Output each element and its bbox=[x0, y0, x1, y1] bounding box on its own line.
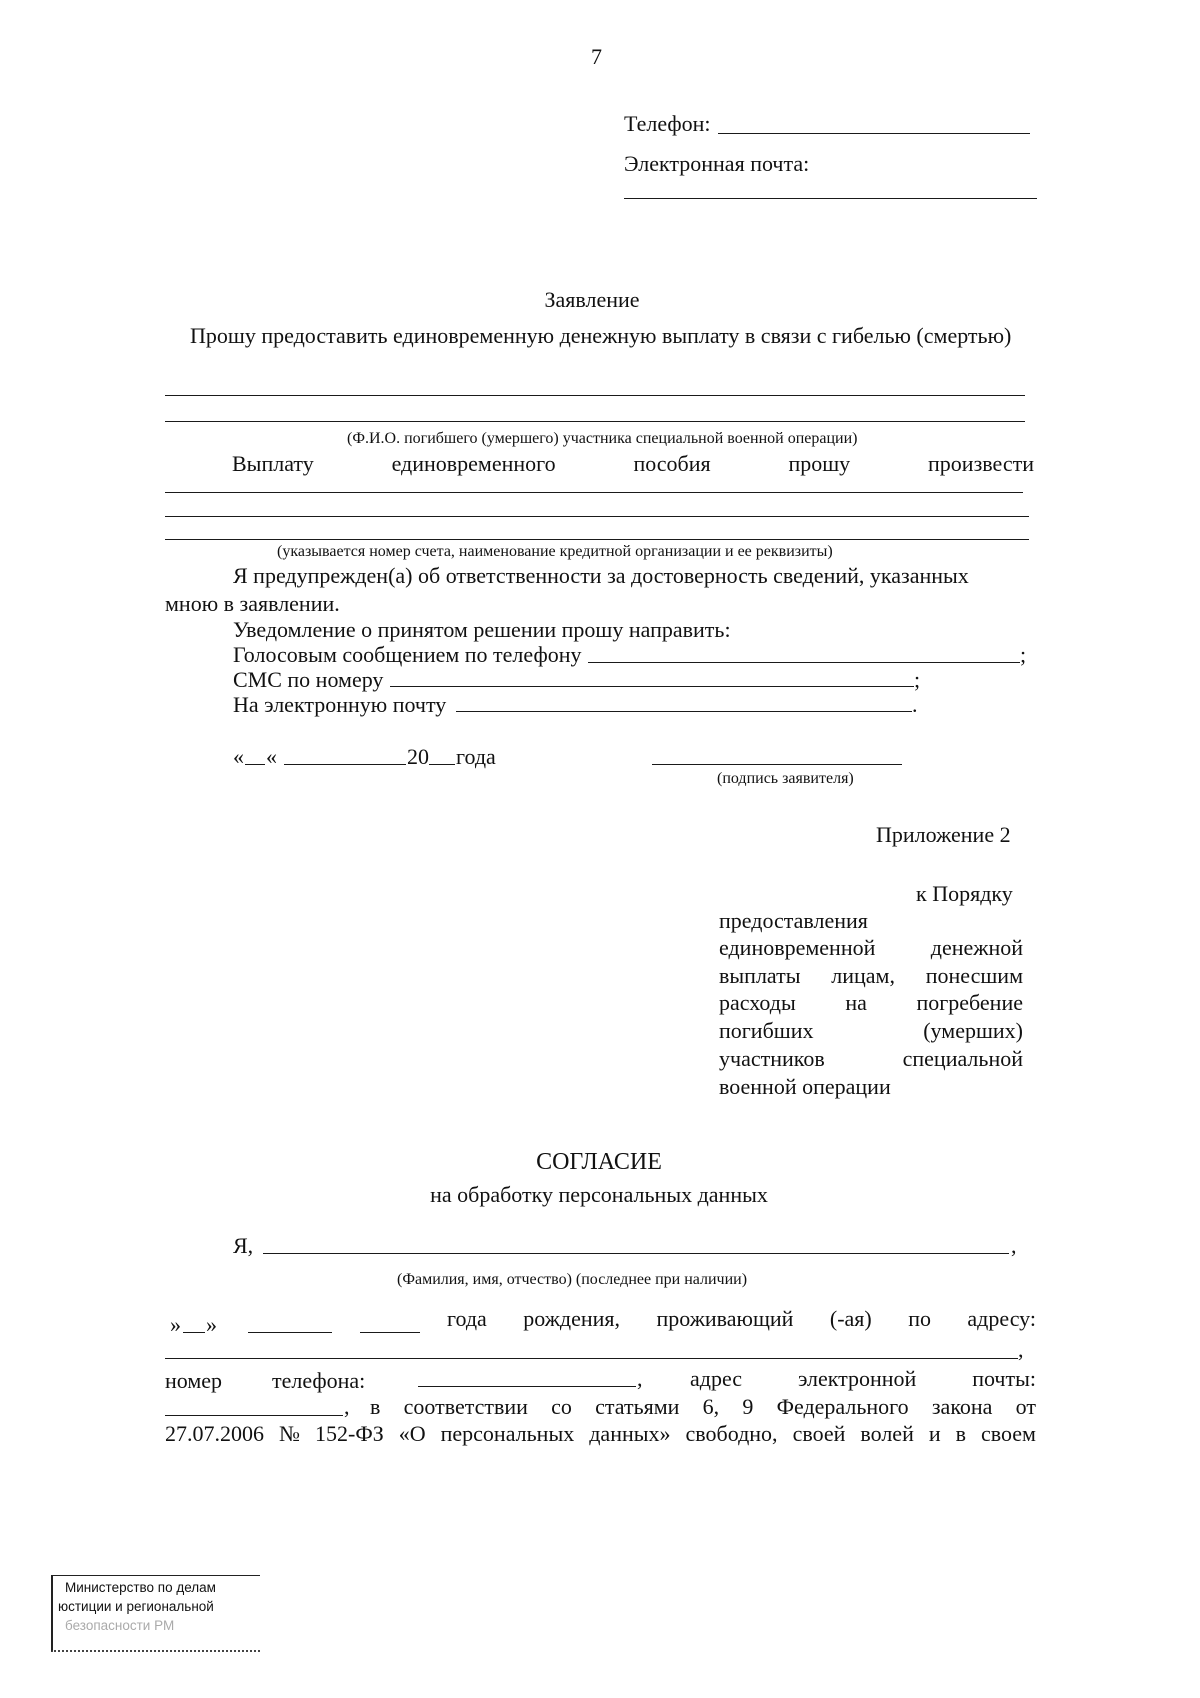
date-year-field[interactable] bbox=[429, 764, 455, 765]
law-word: 9 bbox=[742, 1394, 754, 1419]
deceased-caption: (Ф.И.О. погибшего (умершего) участника специальной военной операции) bbox=[347, 430, 858, 447]
date-sep-quote: « bbox=[266, 744, 277, 769]
sms-label: СМС по номеру bbox=[233, 667, 384, 692]
sms-end: ; bbox=[914, 667, 921, 692]
dob-open-quote: » bbox=[170, 1312, 181, 1337]
law-word: закона bbox=[931, 1394, 993, 1419]
last-line-word: и bbox=[928, 1421, 941, 1446]
last-line-word: своем bbox=[981, 1421, 1036, 1446]
payment-word: произвести bbox=[928, 451, 1034, 476]
consent-name-caption: (Фамилия, имя, отчество) (последнее при наличии) bbox=[397, 1271, 748, 1288]
deceased-name-line-1[interactable] bbox=[165, 395, 1025, 396]
appendix-word: единовременной bbox=[719, 935, 876, 960]
signature-field[interactable] bbox=[652, 764, 902, 765]
consent-name-field[interactable] bbox=[263, 1253, 1009, 1254]
date-year-suffix: года bbox=[456, 744, 496, 769]
law-word: 6, bbox=[702, 1394, 720, 1419]
last-line-word: волей bbox=[860, 1421, 914, 1446]
appendix-line-5 bbox=[719, 1018, 1023, 1044]
consent-email-field[interactable] bbox=[165, 1415, 343, 1416]
deceased-name-line-2[interactable] bbox=[165, 421, 1025, 422]
appendix-line-7: военной операции bbox=[719, 1074, 891, 1099]
email-notify-end: . bbox=[912, 692, 918, 717]
appendix-word: понесшим bbox=[925, 963, 1023, 988]
law-word: со bbox=[551, 1394, 572, 1419]
dob-word: (-ая) bbox=[829, 1306, 872, 1331]
law-word: статьями bbox=[595, 1394, 680, 1419]
last-line-word: в bbox=[955, 1421, 967, 1446]
appendix-title: Приложение 2 bbox=[876, 822, 1011, 847]
date-month-field[interactable] bbox=[284, 764, 406, 765]
stamp-line-2: юстиции и региональной bbox=[58, 1599, 214, 1614]
address-field[interactable] bbox=[165, 1358, 1018, 1359]
payment-word: Выплату bbox=[232, 451, 314, 476]
date-open-quote: « bbox=[233, 744, 244, 769]
voice-phone-field[interactable] bbox=[588, 662, 1020, 663]
warning-line-2: мною в заявлении. bbox=[165, 591, 340, 616]
stamp-line-1: Министерство по делам bbox=[65, 1580, 216, 1595]
consent-phone-word-1: номер bbox=[165, 1368, 223, 1393]
dob-word: адресу: bbox=[967, 1306, 1036, 1331]
dob-close-quote: » bbox=[206, 1312, 217, 1337]
appendix-line-3 bbox=[719, 963, 1023, 989]
account-line-1[interactable] bbox=[165, 492, 1023, 493]
appendix-to-order: к Порядку bbox=[916, 881, 1013, 906]
consent-email-word: электронной bbox=[797, 1366, 917, 1391]
appendix-line-1: предоставления bbox=[719, 908, 868, 933]
email-notify-field[interactable] bbox=[456, 711, 912, 712]
page-number: 7 bbox=[591, 44, 602, 69]
phone-label: Телефон: bbox=[624, 111, 711, 136]
appendix-word: специальной bbox=[902, 1046, 1023, 1071]
last-line-word: своей bbox=[792, 1421, 846, 1446]
law-word: в bbox=[370, 1394, 381, 1419]
appendix-word: на bbox=[845, 990, 867, 1015]
consent-law-line bbox=[370, 1394, 1036, 1420]
email-notify-label: На электронную почту bbox=[233, 692, 447, 717]
appendix-word: погибших bbox=[719, 1018, 814, 1043]
signature-caption: (подпись заявителя) bbox=[717, 770, 854, 787]
payment-word: пособия bbox=[633, 451, 711, 476]
dob-word: по bbox=[908, 1306, 931, 1331]
consent-law-comma: , bbox=[344, 1394, 350, 1419]
dob-month-field[interactable] bbox=[248, 1332, 332, 1333]
payment-word: единовременного bbox=[391, 451, 556, 476]
consent-email-words bbox=[690, 1366, 1036, 1392]
law-word: Федерального bbox=[776, 1394, 909, 1419]
stamp-line-3: безопасности РМ bbox=[65, 1618, 175, 1633]
notify-intro: Уведомление о принятом решении прошу направить: bbox=[233, 617, 731, 642]
account-caption: (указывается номер счета, наименование кредитной организации и ее реквизиты) bbox=[277, 543, 833, 560]
consent-i-label: Я, bbox=[233, 1233, 254, 1258]
last-line-word: № bbox=[279, 1421, 300, 1446]
account-line-3[interactable] bbox=[165, 539, 1029, 540]
appendix-line-2 bbox=[719, 935, 1023, 961]
appendix-line-4 bbox=[719, 990, 1023, 1016]
law-word: соответствии bbox=[403, 1394, 528, 1419]
phone-field[interactable] bbox=[718, 133, 1030, 134]
consent-email-word: почты: bbox=[972, 1366, 1036, 1391]
email-field[interactable] bbox=[624, 198, 1037, 199]
account-line-2[interactable] bbox=[165, 516, 1029, 517]
date-year-prefix: 20 bbox=[407, 744, 429, 769]
registration-stamp bbox=[51, 1575, 260, 1652]
consent-phone-word-2: телефона: bbox=[272, 1368, 366, 1393]
dob-year-field[interactable] bbox=[360, 1332, 420, 1333]
dob-day-field[interactable] bbox=[183, 1332, 205, 1333]
consent-phone-field[interactable] bbox=[418, 1386, 636, 1387]
last-line-word: «О bbox=[398, 1421, 426, 1446]
appendix-word: погребение bbox=[916, 990, 1023, 1015]
voice-label: Голосовым сообщением по телефону bbox=[233, 642, 582, 667]
dob-word: года bbox=[447, 1306, 487, 1331]
law-word: от bbox=[1015, 1394, 1036, 1419]
consent-last-line bbox=[165, 1421, 1036, 1447]
payment-request-line bbox=[232, 451, 1034, 477]
consent-name-end: , bbox=[1011, 1233, 1017, 1258]
voice-end: ; bbox=[1020, 642, 1027, 667]
last-line-word: персональных bbox=[440, 1421, 575, 1446]
appendix-word: денежной bbox=[930, 935, 1023, 960]
appendix-word: лицам, bbox=[831, 963, 895, 988]
statement-title: Заявление bbox=[544, 287, 640, 312]
last-line-word: 152-ФЗ bbox=[315, 1421, 384, 1446]
dob-text-line bbox=[447, 1306, 1036, 1332]
date-day-field[interactable] bbox=[245, 764, 265, 765]
consent-title: СОГЛАСИЕ bbox=[536, 1149, 662, 1175]
consent-phone-end: , bbox=[637, 1366, 643, 1391]
last-line-word: свободно, bbox=[685, 1421, 778, 1446]
payment-word: прошу bbox=[788, 451, 851, 476]
dob-word: рождения, bbox=[523, 1306, 621, 1331]
sms-number-field[interactable] bbox=[390, 686, 914, 687]
appendix-word: участников bbox=[719, 1046, 825, 1071]
last-line-word: 27.07.2006 bbox=[165, 1421, 264, 1446]
dob-word: проживающий bbox=[656, 1306, 794, 1331]
appendix-line-6 bbox=[719, 1046, 1023, 1072]
appendix-word: (умерших) bbox=[923, 1018, 1023, 1043]
last-line-word: данных» bbox=[589, 1421, 671, 1446]
email-label: Электронная почта: bbox=[624, 151, 810, 176]
consent-subtitle: на обработку персональных данных bbox=[430, 1182, 768, 1207]
statement-request: Прошу предоставить единовременную денежную выплату в связи с гибелью (смертью) bbox=[190, 323, 1012, 348]
address-end: , bbox=[1018, 1337, 1024, 1362]
warning-line-1: Я предупрежден(а) об ответственности за достоверность сведений, указанных bbox=[233, 563, 969, 588]
appendix-word: расходы bbox=[719, 990, 796, 1015]
appendix-word: выплаты bbox=[719, 963, 801, 988]
consent-email-word: адрес bbox=[690, 1366, 743, 1391]
